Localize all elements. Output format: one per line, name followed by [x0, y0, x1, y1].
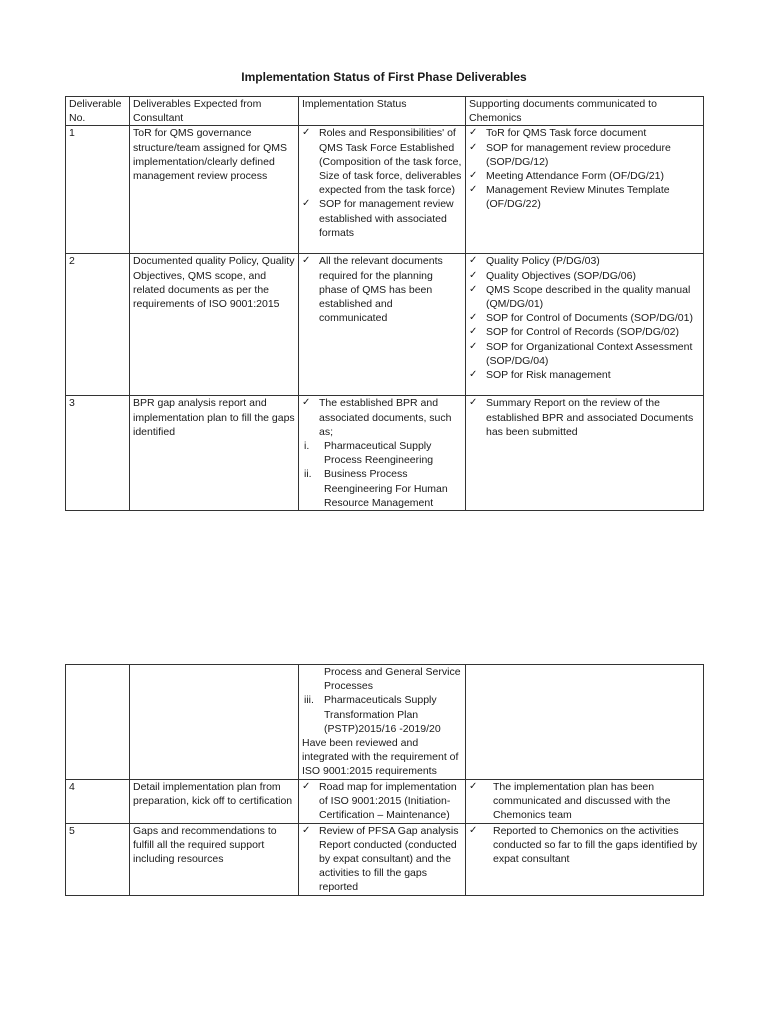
doc-text: Management Review Minutes Template (OF/DG/22)	[486, 184, 670, 211]
doc-list-item	[469, 325, 700, 339]
check-icon: ✓	[302, 780, 311, 792]
doc-text: SOP for Control of Documents (SOP/DG/01)	[486, 312, 693, 325]
supporting-documents-cell	[466, 823, 704, 895]
table-row	[66, 823, 704, 895]
check-icon: ✓	[469, 184, 478, 196]
check-icon: ✓	[469, 397, 478, 409]
check-icon: ✓	[469, 824, 478, 836]
deliverable-description	[130, 665, 299, 780]
check-icon: ✓	[302, 127, 311, 139]
deliverable-number: 4	[66, 779, 130, 823]
roman-list-item	[302, 693, 462, 736]
doc-text: QMS Scope described in the quality manual (QM/DG/01)	[486, 283, 691, 311]
status-text: All the relevant documents required for the planning phase of QMS has been established and communicated	[319, 255, 443, 325]
doc-list-item	[469, 269, 700, 283]
implementation-status-cell	[299, 823, 466, 895]
header-deliverable-no: Deliverable No.	[66, 97, 130, 126]
deliverable-number	[66, 665, 130, 780]
table-header-row	[66, 97, 704, 126]
check-icon: ✓	[302, 824, 311, 836]
check-icon: ✓	[469, 312, 478, 324]
check-icon: ✓	[469, 369, 478, 381]
doc-list-item	[469, 824, 700, 867]
implementation-status-cell	[299, 396, 466, 511]
doc-list-item	[469, 311, 700, 325]
doc-text: ToR for QMS Task force document	[486, 127, 647, 140]
roman-list-item	[302, 467, 462, 510]
check-icon: ✓	[469, 255, 478, 267]
status-text: Review of PFSA Gap analysis Report conducted (conducted by expat consultant) and the activities to fill the gaps reported	[319, 824, 459, 894]
status-text: SOP for management review established with associated formats	[319, 198, 454, 239]
deliverable-description: Gaps and recommendations to fulfill all the required support including resources	[130, 823, 299, 895]
doc-text: SOP for Risk management	[486, 369, 611, 382]
supporting-documents-cell	[466, 396, 704, 511]
doc-list-item	[469, 780, 700, 823]
check-icon: ✓	[302, 397, 311, 409]
supporting-documents-cell	[466, 254, 704, 396]
status-text: The established BPR and associated documents, such as;	[319, 397, 452, 438]
doc-list-item	[469, 368, 700, 382]
list-numeral: ii.	[304, 468, 312, 481]
supporting-documents-cell	[466, 126, 704, 254]
page-title: Implementation Status of First Phase Deliverables	[241, 70, 527, 84]
deliverable-number: 5	[66, 823, 130, 895]
check-icon: ✓	[469, 780, 478, 792]
check-icon: ✓	[469, 283, 478, 295]
status-text: Business Process Reengineering For Human Resource Management	[324, 468, 448, 509]
doc-text: Quality Objectives (SOP/DG/06)	[486, 269, 636, 282]
table-row	[66, 396, 704, 511]
deliverable-description: Detail implementation plan from preparation, kick off to certification	[130, 779, 299, 823]
roman-list-item	[302, 439, 462, 467]
list-numeral: i.	[304, 440, 310, 453]
status-text: Roles and Responsibilities' of QMS Task Force Established (Composition of the task force, Size of task force, deliverables expected from the task force)	[319, 127, 462, 197]
doc-list-item	[469, 254, 700, 268]
status-list-item	[302, 126, 462, 197]
doc-list-item	[469, 126, 700, 140]
table-row	[66, 779, 704, 823]
deliverable-number: 3	[66, 396, 130, 511]
doc-text: SOP for Control of Records (SOP/DG/02)	[486, 326, 679, 339]
doc-list-item	[469, 141, 700, 169]
implementation-status-cell	[299, 254, 466, 396]
status-summary: Have been reviewed and integrated with the requirement of ISO 9001:2015 requirements	[302, 737, 459, 778]
check-icon: ✓	[469, 127, 478, 139]
doc-list-item	[469, 396, 700, 439]
doc-text: Meeting Attendance Form (OF/DG/21)	[486, 170, 664, 183]
deliverable-number: 2	[66, 254, 130, 396]
status-list-item	[302, 780, 462, 823]
doc-text: Reported to Chemonics on the activities conducted so far to fill the gaps identified by expat consultant	[493, 824, 698, 866]
status-list-item	[302, 254, 462, 325]
doc-text: SOP for management review procedure (SOP/DG/12)	[486, 141, 671, 168]
header-implementation-status: Implementation Status	[299, 97, 466, 126]
status-continuation: Process and General Service Processes	[324, 666, 461, 693]
deliverable-description: Documented quality Policy, Quality Objectives, QMS scope, and related documents as per the requirements of ISO 9001:2015	[130, 254, 299, 396]
implementation-status-cell	[299, 126, 466, 254]
deliverable-description: ToR for QMS governance structure/team assigned for QMS implementation/clearly defined management review process	[130, 126, 299, 254]
doc-list-item	[469, 183, 700, 211]
table-row	[66, 254, 704, 396]
table-row	[66, 126, 704, 254]
doc-list-item	[469, 340, 700, 368]
supporting-documents-cell	[466, 665, 704, 780]
deliverable-number: 1	[66, 126, 130, 254]
doc-text: The implementation plan has been communicated and discussed with the Chemonics team	[493, 780, 671, 822]
doc-list-item	[469, 169, 700, 183]
table-row	[66, 665, 704, 780]
check-icon: ✓	[302, 255, 311, 267]
deliverables-table-part-2	[65, 664, 704, 896]
status-list-item	[302, 824, 462, 895]
doc-text: Summary Report on the review of the established BPR and associated Documents has been submitted	[486, 397, 694, 438]
doc-text: Quality Policy (P/DG/03)	[486, 255, 600, 268]
header-deliverables-expected: Deliverables Expected from Consultant	[130, 97, 299, 126]
check-icon: ✓	[469, 326, 478, 338]
doc-list-item	[469, 283, 700, 311]
check-icon: ✓	[469, 269, 478, 281]
deliverable-description: BPR gap analysis report and implementation plan to fill the gaps identified	[130, 396, 299, 511]
status-text: Pharmaceutical Supply Process Reengineering	[324, 440, 434, 467]
status-text: Pharmaceuticals Supply Transformation Plan (PSTP)2015/16 -2019/20	[324, 694, 441, 735]
check-icon: ✓	[469, 141, 478, 153]
implementation-status-cell	[299, 665, 466, 780]
doc-text: SOP for Organizational Context Assessment (SOP/DG/04)	[486, 340, 693, 367]
implementation-status-cell	[299, 779, 466, 823]
header-supporting-documents: Supporting documents communicated to Chemonics	[466, 97, 704, 126]
check-icon: ✓	[469, 170, 478, 182]
status-list-item	[302, 197, 462, 240]
list-numeral: iii.	[304, 694, 314, 707]
check-icon: ✓	[302, 198, 311, 210]
check-icon: ✓	[469, 340, 478, 352]
status-list-item	[302, 396, 462, 439]
deliverables-table-part-1	[65, 96, 704, 511]
status-text: Road map for implementation of ISO 9001:2015 (Initiation-Certification – Maintenance)	[319, 780, 457, 822]
supporting-documents-cell	[466, 779, 704, 823]
